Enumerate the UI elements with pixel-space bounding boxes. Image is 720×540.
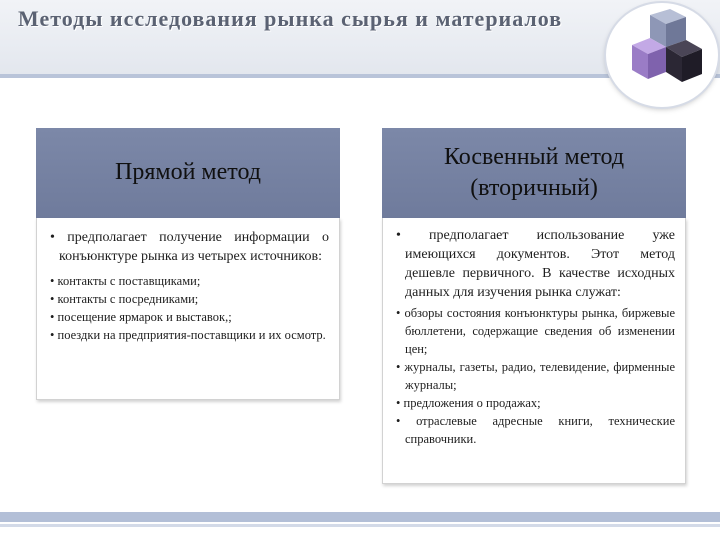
- list-item: • отраслевые адресные книги, технические справочники.: [396, 414, 675, 446]
- list-item: • посещение ярмарок и выставок,;: [50, 310, 232, 324]
- indirect-method-lead: • предполагает использование уже имеющихся документов. Этот метод дешевле первичного. В качестве исходных данных для изучения рынка служат:: [396, 228, 675, 300]
- slide-title: Методы исследования рынка сырья и материалов: [18, 6, 563, 31]
- list-item: • контакты с посредниками;: [50, 292, 199, 306]
- list-item: • обзоры состояния конъюнктуры рынка, биржевые бюллетени, содержащие сведения об изменении цен;: [396, 306, 675, 356]
- direct-method-lead: • предполагает получение информации о конъюнктуре рынка из четырех источников:: [50, 230, 329, 264]
- footer-band: [0, 512, 720, 522]
- indirect-method-body: [382, 218, 686, 484]
- list-item: • журналы, газеты, радио, телевидение, фирменные журналы;: [396, 360, 675, 392]
- cubes-logo-icon: [606, 3, 718, 107]
- direct-method-header: [36, 128, 340, 219]
- indirect-method-subtitle: (вторичный): [470, 175, 598, 201]
- indirect-method-title: Косвенный метод: [443, 143, 625, 170]
- direct-method-body: [36, 218, 340, 400]
- direct-method-title: Прямой метод: [115, 159, 261, 186]
- list-item: • контакты с поставщиками;: [50, 274, 201, 288]
- list-item: • поездки на предприятия-поставщики и их осмотр.: [50, 328, 326, 342]
- indirect-method-header: [382, 128, 686, 219]
- footer-line: [0, 524, 720, 527]
- list-item: • предложения о продажах;: [396, 396, 541, 410]
